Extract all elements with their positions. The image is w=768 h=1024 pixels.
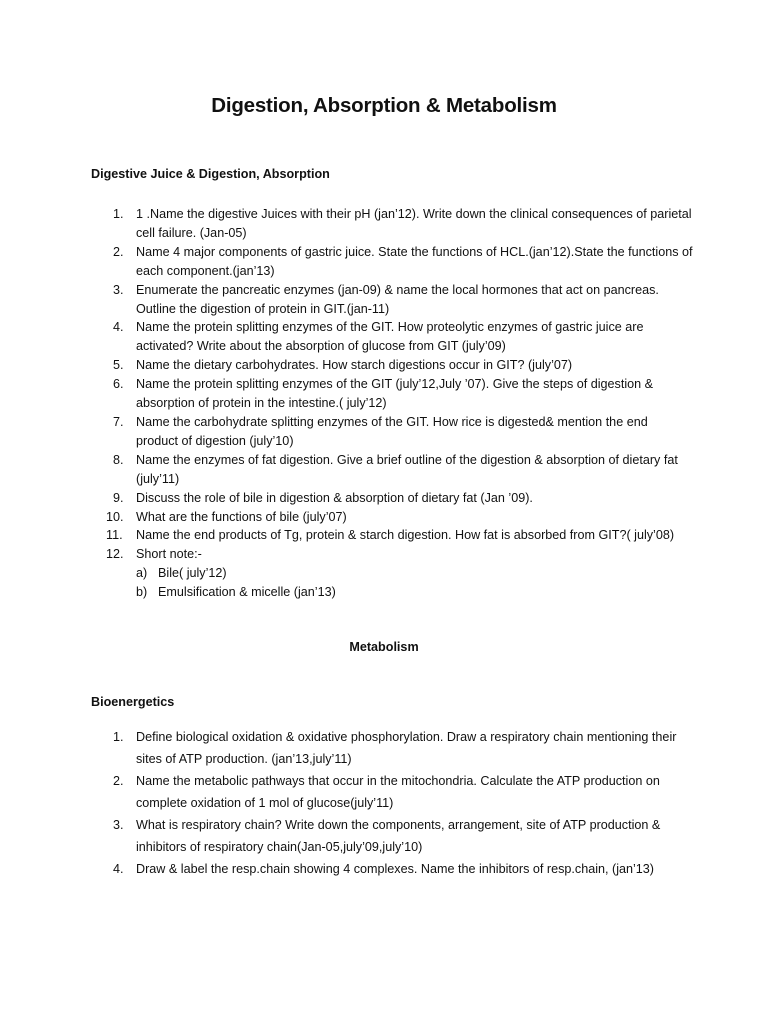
list-item (113, 375, 693, 413)
short-note-sublist (136, 564, 693, 602)
list-item (113, 451, 693, 489)
item-text: Name 4 major components of gastric juice. State the functions of HCL.(jan’12).State the functions of each component.(jan’13) (136, 244, 693, 278)
list-item (106, 508, 693, 527)
list-item (106, 526, 693, 545)
list-item (113, 770, 693, 814)
item-text: Name the enzymes of fat digestion. Give a brief outline of the digestion & absorption of dietary fat (july’11) (136, 452, 678, 486)
list-item (113, 205, 693, 243)
section-heading-bioenergetics: Bioenergetics (91, 695, 175, 709)
list-item (113, 281, 693, 319)
item-number: 5. (113, 358, 124, 373)
item-text: Draw & label the resp.chain showing 4 complexes. Name the inhibitors of resp.chain, (jan’13) (136, 862, 655, 876)
subitem-text: Emulsification & micelle (jan’13) (158, 585, 336, 600)
subitem-letter: a) (136, 566, 148, 581)
section-heading-digestive-juice: Digestive Juice & Digestion, Absorption (91, 167, 330, 181)
item-number: 7. (113, 414, 124, 429)
list-item (106, 545, 693, 602)
item-number: 12. (106, 547, 124, 562)
item-number: 2. (113, 774, 124, 788)
item-text: Name the end products of Tg, protein & starch digestion. How fat is absorbed from GIT?( july’08) (136, 528, 675, 543)
list-item (113, 318, 693, 356)
list-item (113, 858, 693, 880)
item-text: Name the metabolic pathways that occur in the mitochondria. Calculate the ATP production on complete oxidation of 1 mol of glucose(july’11) (136, 774, 660, 810)
item-number: 4. (113, 862, 124, 876)
list-item (113, 726, 693, 770)
list-item (113, 489, 693, 508)
list-item (113, 413, 693, 451)
item-text: Name the dietary carbohydrates. How starch digestions occur in GIT? (july’07) (136, 358, 573, 373)
document-title: Digestion, Absorption & Metabolism (211, 94, 557, 117)
item-number: 2. (113, 244, 124, 259)
item-text: Define biological oxidation & oxidative phosphorylation. Draw a respiratory chain mentioning their sites of ATP production. (jan’13,july’11) (136, 730, 677, 766)
subitem-letter: b) (136, 585, 148, 600)
item-text: Short note:- (136, 547, 202, 562)
item-text: 1 .Name the digestive Juices with their pH (jan’12). Write down the clinical consequences of parietal cell failure. (Jan-05) (136, 207, 692, 240)
bioenergetics-question-list (113, 726, 693, 880)
item-text: Name the protein splitting enzymes of the GIT. How proteolytic enzymes of gastric juice are activated? Write about the absorption of glucose from GIT (july’09) (136, 320, 644, 354)
digestion-question-list (106, 205, 693, 602)
section-heading-metabolism: Metabolism (349, 640, 419, 654)
item-number: 1. (113, 730, 124, 744)
item-number: 3. (113, 818, 124, 832)
item-number: 10. (106, 509, 124, 524)
item-number: 1. (113, 207, 124, 221)
item-number: 11. (106, 528, 123, 543)
item-number: 6. (113, 377, 124, 392)
item-text: Name the protein splitting enzymes of the GIT (july’12,July ’07). Give the steps of digestion & absorption of protein in the intestine.( july’12) (136, 377, 654, 411)
item-text: Discuss the role of bile in digestion & absorption of dietary fat (Jan ’09). (136, 490, 533, 505)
item-number: 8. (113, 452, 124, 467)
sublist-item (136, 564, 693, 583)
item-text: Enumerate the pancreatic enzymes (jan-09) & name the local hormones that act on pancreas. Outline the digestion of protein in GIT.(jan-11) (136, 282, 659, 316)
list-item (113, 243, 693, 281)
list-item (113, 814, 693, 858)
item-text: Name the carbohydrate splitting enzymes of the GIT. How rice is digested& mention the end product of digestion (july’10) (136, 414, 648, 448)
item-text: What is respiratory chain? Write down the components, arrangement, site of ATP production & inhibitors of respiratory chain(Jan-05,july’09,july’10) (136, 818, 661, 854)
item-number: 4. (113, 320, 124, 335)
item-text: What are the functions of bile (july’07) (136, 509, 347, 524)
subitem-text: Bile( july’12) (158, 566, 227, 581)
item-number: 9. (113, 490, 124, 505)
list-item (113, 356, 693, 375)
sublist-item (136, 583, 693, 602)
item-number: 3. (113, 282, 124, 297)
